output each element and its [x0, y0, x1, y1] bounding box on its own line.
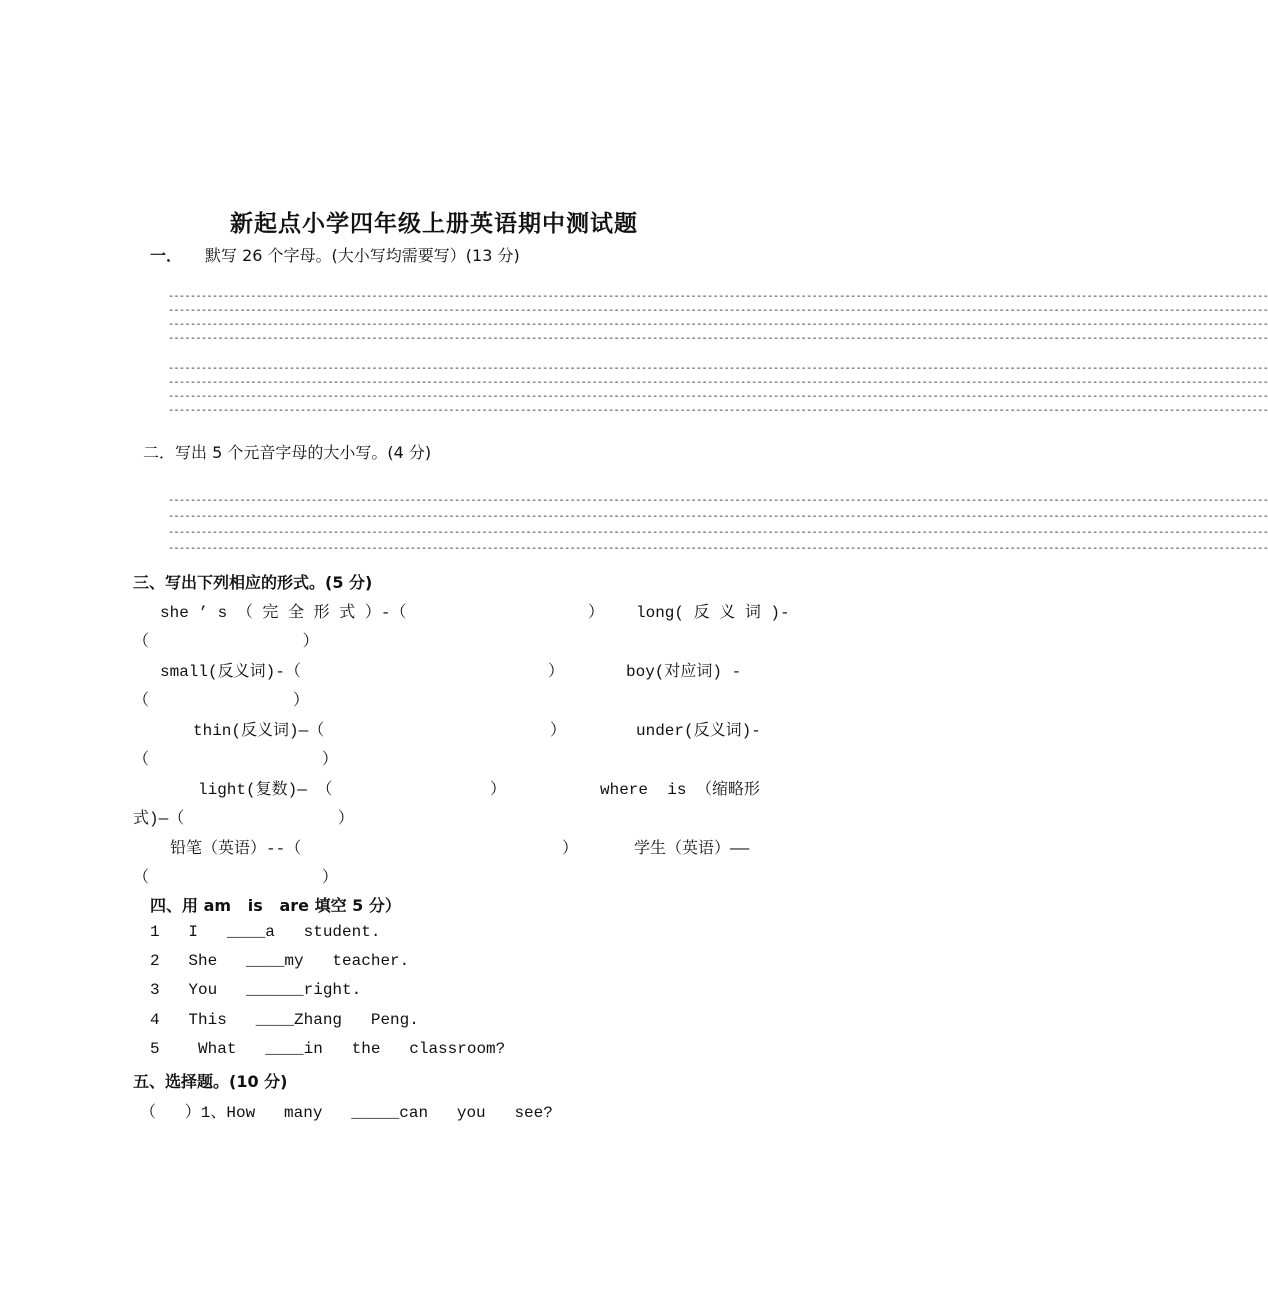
s3-row5-left: 铅笔（英语）--（	[170, 840, 302, 858]
s3-row5-close: ）	[562, 840, 579, 858]
s3-row5-right: 学生（英语）——	[634, 840, 750, 858]
s3-row1-cont: （ ）	[133, 633, 319, 651]
s3-row3-left: thin(反义词)—（	[193, 722, 325, 740]
s3-row2-cont: （ ）	[133, 692, 310, 710]
dashed-answer-line: --------------------------------------------------------------------------------------------------------------------------------------------------------------------------------------------------------	[168, 406, 1268, 417]
dashed-answer-line: --------------------------------------------------------------------------------------------------------------------------------------------------------------------------------------------------------	[168, 392, 1268, 403]
s3-row3-close: ）	[550, 722, 567, 740]
s3-row5-cont: （ ）	[133, 869, 338, 887]
dashed-answer-line: --------------------------------------------------------------------------------------------------------------------------------------------------------------------------------------------------------	[168, 512, 1268, 523]
page-title: 新起点小学四年级上册英语期中测试题	[230, 211, 638, 237]
s3-row1-right: long( 反 义 词 )-	[636, 604, 790, 622]
s5-item-1: （ ）1、How many _____can you see?	[140, 1104, 553, 1122]
s4-item-5: 5 What ____in the classroom?	[150, 1040, 506, 1058]
s4-item-4: 4 This ____Zhang Peng.	[150, 1011, 419, 1029]
s3-row3-cont: （ ）	[133, 751, 338, 769]
section-5-heading: 五、选择题。(10 分)	[133, 1072, 288, 1091]
section-1-number: 一．	[150, 246, 183, 265]
s4-item-3: 3 You ______right.	[150, 981, 362, 999]
dashed-answer-line: --------------------------------------------------------------------------------------------------------------------------------------------------------------------------------------------------------	[168, 320, 1268, 331]
dashed-answer-line: --------------------------------------------------------------------------------------------------------------------------------------------------------------------------------------------------------	[168, 544, 1268, 555]
dashed-answer-line: --------------------------------------------------------------------------------------------------------------------------------------------------------------------------------------------------------	[168, 528, 1268, 539]
s3-row4-close: ）	[490, 781, 507, 799]
s3-row3-right: under(反义词)-	[636, 722, 761, 740]
section-3-heading: 三、写出下列相应的形式。(5 分)	[133, 573, 373, 592]
s4-item-1: 1 I ____a student.	[150, 923, 381, 941]
s4-item-2: 2 She ____my teacher.	[150, 952, 410, 970]
section-4-heading: 四、用 am is are 填空 5 分）	[150, 896, 401, 915]
s3-row1-left: she ’ s （ 完 全 形 式 ）-（	[160, 604, 407, 622]
section-1-heading: 默写 26 个字母。(大小写均需要写）(13 分)	[205, 246, 520, 265]
dashed-answer-line: --------------------------------------------------------------------------------------------------------------------------------------------------------------------------------------------------------	[168, 334, 1268, 345]
s3-row2-right: boy(对应词) -	[626, 663, 742, 681]
s3-row2-close: ）	[548, 663, 565, 681]
dashed-answer-line: --------------------------------------------------------------------------------------------------------------------------------------------------------------------------------------------------------	[168, 496, 1268, 507]
s3-row4-right: where is （缩略形	[600, 781, 761, 799]
section-2-heading: 二．写出 5 个元音字母的大小写。(4 分)	[143, 443, 432, 462]
s3-row4-cont: 式)—（ ）	[133, 810, 354, 828]
s3-row4-left: light(复数)— （	[198, 781, 333, 799]
s3-row1-close: ）	[588, 604, 605, 622]
dashed-answer-line: --------------------------------------------------------------------------------------------------------------------------------------------------------------------------------------------------------	[168, 378, 1268, 389]
s3-row2-left: small(反义词)-（	[160, 663, 301, 681]
dashed-answer-line: --------------------------------------------------------------------------------------------------------------------------------------------------------------------------------------------------------	[168, 292, 1268, 303]
dashed-answer-line: --------------------------------------------------------------------------------------------------------------------------------------------------------------------------------------------------------	[168, 364, 1268, 375]
dashed-answer-line: --------------------------------------------------------------------------------------------------------------------------------------------------------------------------------------------------------	[168, 306, 1268, 317]
